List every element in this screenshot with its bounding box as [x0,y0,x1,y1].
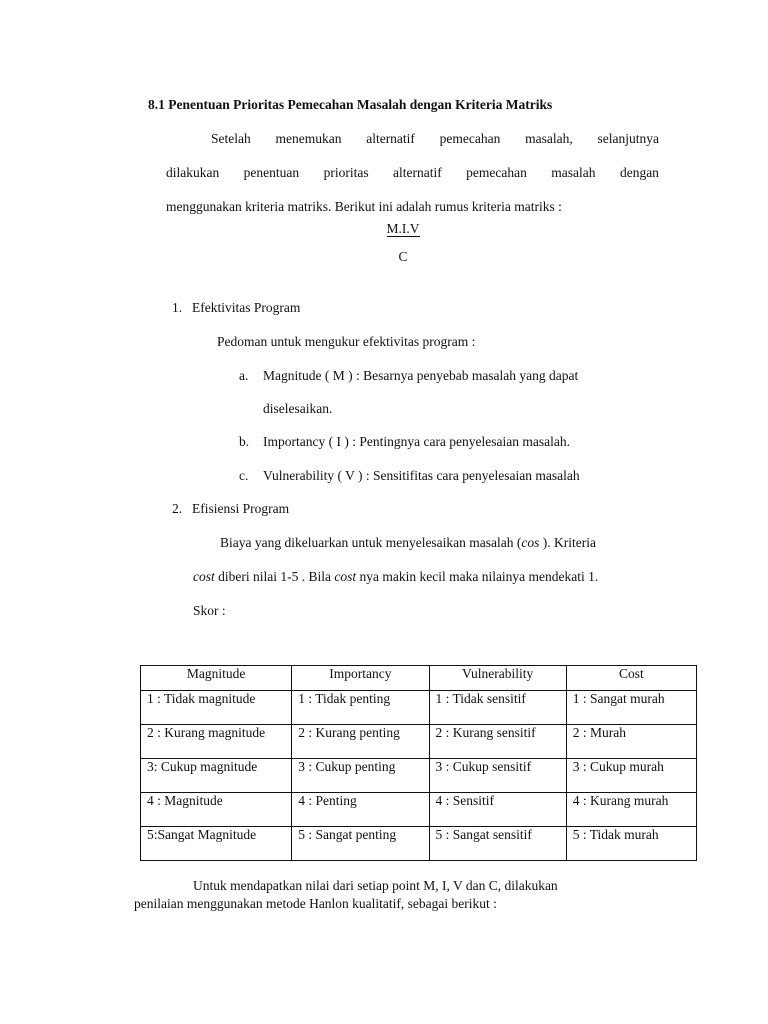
paragraph-text: ). Kriteria [539,535,597,550]
section-1-title [172,299,300,317]
intro-word: pemecahan [439,131,501,146]
table-cell: 5 : Sangat sensitif [429,827,566,861]
section-heading: 8.1 Penentuan Prioritas Pemecahan Masalah dengan Kriteria Matriks [148,97,553,112]
intro-line-1 [211,130,659,148]
section-2-paragraph-line-1 [220,534,596,552]
section-1-lead: Pedoman untuk mengukur efektivitas program : [217,334,476,349]
paragraph-italic-term: cos [521,535,540,550]
intro-word: alternatif [393,165,442,180]
table-row [141,691,697,725]
table-cell: 1 : Tidak sensitif [429,691,566,725]
table-cell: 3 : Cukup penting [292,759,429,793]
column-header-cost: Cost [566,666,696,691]
list-letter: b. [239,434,250,449]
paragraph-text: diberi nilai 1-5 . Bila [214,569,335,584]
intro-line-3: menggunakan kriteria matriks. Berikut ini adalah rumus kriteria matriks : [166,199,562,214]
table-cell: 1 : Sangat murah [566,691,696,725]
list-letter: c. [239,468,249,483]
table-row [141,827,697,861]
paragraph-italic-term: cost [334,569,357,584]
intro-word: pemecahan [466,165,527,180]
intro-word: selanjutnya [597,131,659,146]
paragraph-text: nya makin kecil maka nilainya mendekati 1. [356,569,599,584]
table-cell: 2 : Kurang sensitif [429,725,566,759]
section-1-title-text: Efektivitas Program [192,300,301,315]
table-cell: 2 : Kurang magnitude [141,725,292,759]
section-2-title-text: Efisiensi Program [192,501,290,516]
closing-line-2: penilaian menggunakan metode Hanlon kualitatif, sebagai berikut : [134,896,497,911]
table-cell: 4 : Sensitif [429,793,566,827]
list-item-c [239,467,580,485]
table-row [141,725,697,759]
closing-line-1: Untuk mendapatkan nilai dari setiap point M, I, V dan C, dilakukan [193,878,558,893]
list-text: Importancy ( I ) : Pentingnya cara penyelesaian masalah. [263,434,570,449]
list-item-a-continued: diselesaikan. [263,401,333,416]
table-header-row [141,666,697,691]
list-item-a [239,367,578,385]
paragraph-text: Biaya yang dikeluarkan untuk menyelesaikan masalah ( [220,535,522,550]
intro-line-2 [166,164,659,182]
intro-word: masalah [551,165,596,180]
table-row [141,793,697,827]
table-cell: 5:Sangat Magnitude [141,827,292,861]
column-header-vulnerability: Vulnerability [429,666,566,691]
intro-word: Setelah [211,131,251,146]
intro-word: menemukan [275,131,342,146]
table-cell: 1 : Tidak magnitude [141,691,292,725]
list-letter: a. [239,368,249,383]
section-2-title [172,500,289,518]
table-cell: 1 : Tidak penting [292,691,429,725]
formula-numerator [370,220,436,238]
intro-word: dengan [619,165,659,180]
table-cell: 4 : Magnitude [141,793,292,827]
table-cell: 3 : Cukup murah [566,759,696,793]
column-header-importancy: Importancy [292,666,429,691]
paragraph-italic-term: cost [193,569,215,584]
table-cell: 2 : Murah [566,725,696,759]
intro-word: prioritas [323,165,369,180]
intro-word: alternatif [366,131,415,146]
section-1-number: 1. [172,300,183,315]
table-cell: 2 : Kurang penting [292,725,429,759]
skor-label: Skor : [193,603,226,618]
table-row [141,759,697,793]
table-cell: 4 : Kurang murah [566,793,696,827]
table-cell: 4 : Penting [292,793,429,827]
intro-word: masalah, [525,131,573,146]
intro-word: dilakukan [166,165,220,180]
list-item-b [239,433,570,451]
section-2-paragraph-line-2 [193,568,598,586]
formula-numerator-text: M.I.V [386,221,420,236]
table-cell: 3 : Cukup sensitif [429,759,566,793]
formula-denominator: C [398,249,408,264]
section-2-number: 2. [172,501,183,516]
list-text: Magnitude ( M ) : Besarnya penyebab masalah yang dapat [263,368,579,383]
list-text: Vulnerability ( V ) : Sensitifitas cara penyelesaian masalah [263,468,580,483]
column-header-magnitude: Magnitude [141,666,292,691]
intro-word: penentuan [243,165,300,180]
criteria-table [140,665,697,861]
table-cell: 3: Cukup magnitude [141,759,292,793]
table-cell: 5 : Tidak murah [566,827,696,861]
table-cell: 5 : Sangat penting [292,827,429,861]
